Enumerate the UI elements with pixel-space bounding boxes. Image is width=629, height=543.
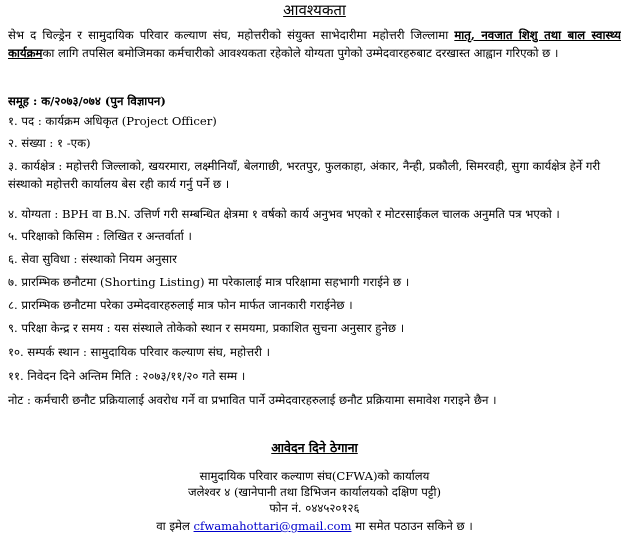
item-label: ८. प्रारम्भिक छनौटमा (8, 298, 97, 312)
item-text: यस संस्थाले तोकेको स्थान र समयमा, प्रकाशित सुचना अनुसार हुनेछ । (114, 321, 405, 335)
intro-text: सेभ द चिल्ड्रेन र सामुदायिक परिवार कल्याण संघ, महोत्तरीको संयुक्त साभेदारीमा महोत्तरी जिल्लामा (8, 28, 449, 42)
item-label: ९. परिक्षा केन्द्र र समय : (8, 321, 111, 335)
list-item (8, 157, 621, 193)
footer-address: जलेश्वर ४ (खानेपानी तथा डिभिजन कार्यालयको दक्षिण पट्टी) (187, 485, 442, 499)
item-text: परेका उम्मेदवारहरुलाई मात्र फोन मार्फत जानकारी गराईनेछ । (100, 298, 353, 312)
item-text: लिखित र अन्तर्वार्ता । (103, 229, 192, 243)
list-item (8, 251, 621, 267)
list-item (8, 135, 621, 151)
item-text: १ -एक) (57, 136, 91, 150)
footer-phone: फोन नं. ०४४५२०१२६ (269, 501, 360, 515)
list-item (8, 228, 621, 244)
footer-org: सामुदायिक परिवार कल्याण संघ(CFWA)को कार्यालय (199, 469, 430, 483)
footer-email-line (0, 518, 629, 534)
program-name: मातृ, नवजात शिशु तथा बाल स्वास्थ्य कार्यक्रम (8, 28, 621, 60)
list-item (8, 368, 621, 384)
email-suffix: मा समेत पठाउन सकिने छ । (355, 519, 473, 533)
item-text: २०७३/११/२० गते सम्म । (142, 369, 246, 383)
item-text: सामुदायिक परिवार कल्याण संघ, महोत्तरी । (90, 345, 270, 359)
item-label: ११. निवेदन दिने अन्तिम मिति : (8, 369, 139, 383)
item-label: ६. सेवा सुविधा : (8, 252, 78, 266)
item-label: १. पद : (8, 114, 42, 128)
footer-heading: आवेदन दिने ठेगाना (271, 440, 358, 455)
list-item (8, 206, 621, 222)
item-label: ३. कार्यक्षेत्र : (8, 159, 63, 173)
list-item (8, 113, 621, 129)
notice-title: आवश्यकता (283, 1, 346, 19)
item-label: ७. प्रारम्भिक छनौटमा (8, 275, 97, 289)
list-item (8, 320, 621, 336)
item-text: कार्यक्रम अधिकृत (Project Officer) (45, 114, 217, 128)
email-prefix: वा इमेल (156, 519, 190, 533)
item-label: २. संख्या : (8, 136, 54, 150)
item-text: संस्थाको नियम अनुसार (81, 252, 177, 266)
list-item (8, 297, 621, 313)
item-label: १०. सम्पर्क स्थान : (8, 345, 87, 359)
email-link[interactable]: cfwamahottari@gmail.com (193, 519, 352, 533)
item-text: (Shorting Listing) मा परेकालाई मात्र परिक्षामा सहभागी गराईने छ । (100, 275, 410, 289)
intro-paragraph (8, 26, 621, 90)
item-label: ५. परिक्षाको किसिम : (8, 229, 100, 243)
intro-text-cont: का लागि तपसिल बमोजिमका कर्मचारीको आवश्यकता रहेकोले योग्यता पुगेको उम्मेदवारहरुबाट दरखास्त आह्वान गरिएको छ । (42, 46, 559, 60)
item-label: ४. योग्यता : (8, 207, 59, 221)
note-text: नोट : कर्मचारी छनौट प्रक्रियालाई अवरोध गर्ने वा प्रभावित पार्ने उम्मेदवारहरुलाई छनौट प्रक्रियामा समावेश गराइने छैन । (8, 393, 497, 407)
group-label: समूह : क/२०७३/०७४ (पुन विज्ञापन) (8, 94, 166, 108)
item-text: महोत्तरी जिल्लाको, खयरमारा, लक्ष्मीनियाँ, बेलगाछी, भरतपुर, फुलकाहा, अंकार, नैन्ही, प्रकौली, सिमरवही, सुगा कार्यक्षेत्र हेर्ने गरी संस्थाको महोत्तरी कार्यालय बेस रही कार्य गर्नु पर्ने छ । (8, 159, 601, 191)
item-text: BPH वा B.N. उत्तिर्ण गरी सम्बन्धित क्षेत्रमा १ वर्षको कार्य अनुभव भएको र मोटरसाईकल चालक अनुमति पत्र भएको । (62, 207, 560, 221)
list-item (8, 274, 621, 290)
list-item (8, 344, 621, 360)
